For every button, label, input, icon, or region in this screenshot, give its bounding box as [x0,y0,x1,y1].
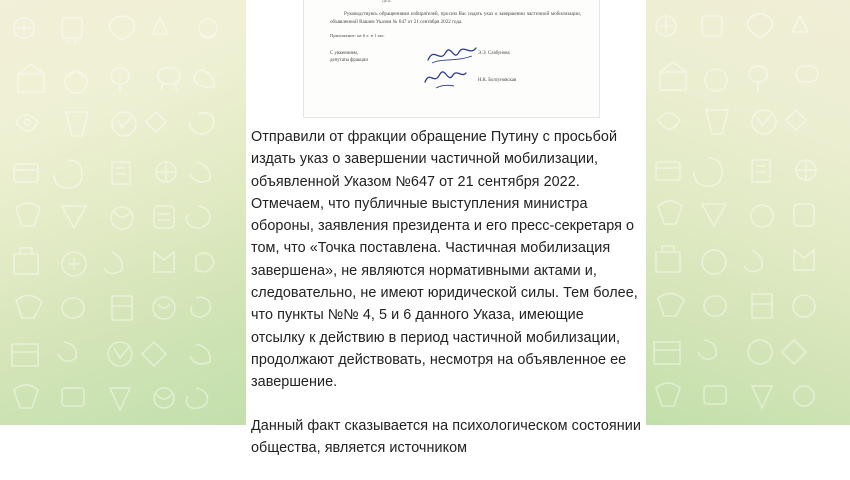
post-paragraph-2: Данный факт сказывается на психологическом состоянии общества, является источником [251,417,641,456]
signature-squiggle-icon [426,44,478,66]
letter-closing-lines [330,50,400,64]
doodle-pattern-left-icon [0,0,246,425]
letter-signer-2: Н.К. Болсуновская [478,78,517,84]
signature-squiggle-2-icon [422,68,468,90]
letter-scan-image[interactable] [304,0,599,117]
post-text-body [246,126,646,480]
background-right-panel [646,0,850,425]
letter-scan-contents [304,0,599,117]
letter-signer-1: Э.Э. Слабунова [478,51,510,57]
doodle-pattern-right-icon [646,0,850,425]
background-left-panel [0,0,246,425]
post-content-column [246,0,646,456]
letter-attachment-line: Приложение: на 6 л. в 1 экз. [330,33,385,39]
letter-header-label: ДЕП. [382,0,392,3]
letter-closing-line-2: депутаты фракции [330,58,368,64]
letter-closing-line-1: С уважением, [330,51,359,57]
letter-body-text: Руководствуясь обращениями избирателей, просим Вас издать указ о завершении частичной мобилизации, объявленной Вашим Указом № 647 от 21 сентября 2022 года. [330,11,581,25]
post-paragraph-1: Отправили от фракции обращение Путину с просьбой издать указ о завершении частичной мобилизации, объявленной Указом №647 от 21 сентября 2022. Отмечаем, что публичные выступления министра обороны, заявления президента и его пресс-секретаря о том, что «Точка поставлена. Частичная мобилизация завершена», не являются нормативными актами и, следовательно, не имеют юридической силы. Тем более, что пункты №№ 4, 5 и 6 данного Указа, имеющие отсылку к действию в период частичной мобилизации, продолжают действовать, несмотря на объявленное ее завершение. [251,129,638,391]
